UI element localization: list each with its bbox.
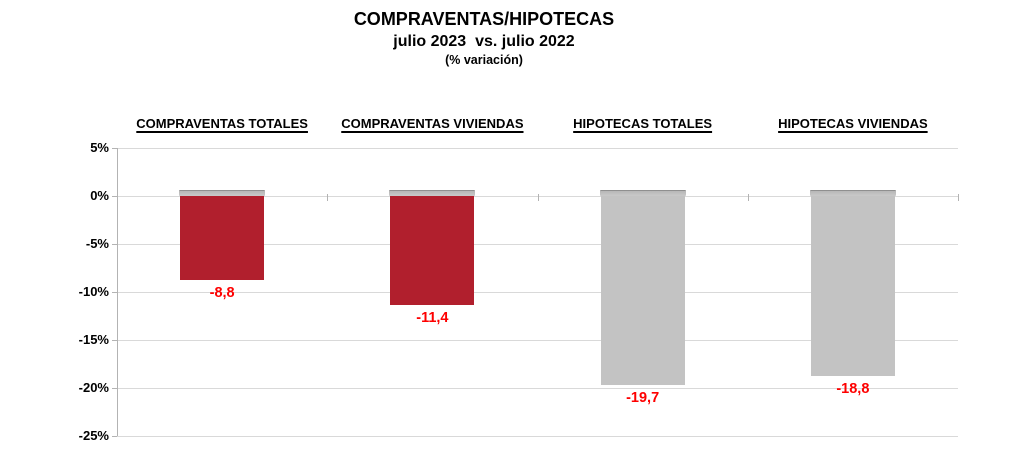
y-axis-tick-label: 0% [90,188,109,203]
category-axis-tick [748,194,749,201]
y-axis-tick-label: -5% [85,236,109,251]
category-header-compraventas-totales: COMPRAVENTAS TOTALES [136,116,308,131]
chart-subtitle: julio 2023 vs. julio 2022 [393,32,575,50]
y-axis-tick-label: -20% [78,380,109,395]
bar-value-label: -8,8 [209,285,235,302]
chart-note: (% variación) [445,53,523,68]
chart-title: COMPRAVENTAS/HIPOTECAS [353,9,615,29]
y-axis-line [117,148,118,436]
category-header-hipotecas-totales: HIPOTECAS TOTALES [573,116,713,131]
gridline [117,388,958,389]
y-axis-tick-label: -25% [78,428,109,443]
bar-hipotecas-viviendas [811,196,895,376]
bar-value-label: -11,4 [416,310,449,327]
bar-compraventas-viviendas [390,196,474,305]
category-header-compraventas-viviendas: COMPRAVENTAS VIVIENDAS [341,116,524,131]
category-axis-tick [958,194,959,201]
category-axis-tick [538,194,539,201]
bar-compraventas-totales [180,196,264,280]
bar-value-label: -18,8 [836,381,870,398]
bar-value-label: -19,7 [626,390,660,407]
category-header-hipotecas-viviendas: HIPOTECAS VIVIENDAS [778,116,928,131]
category-axis-tick [327,194,328,201]
gridline [117,148,958,149]
y-axis-tick-label: 5% [90,140,109,155]
bar-hipotecas-totales [601,196,685,385]
y-axis-tick-label: -15% [78,332,109,347]
y-axis-tick-label: -10% [78,284,109,299]
gridline [117,436,958,437]
